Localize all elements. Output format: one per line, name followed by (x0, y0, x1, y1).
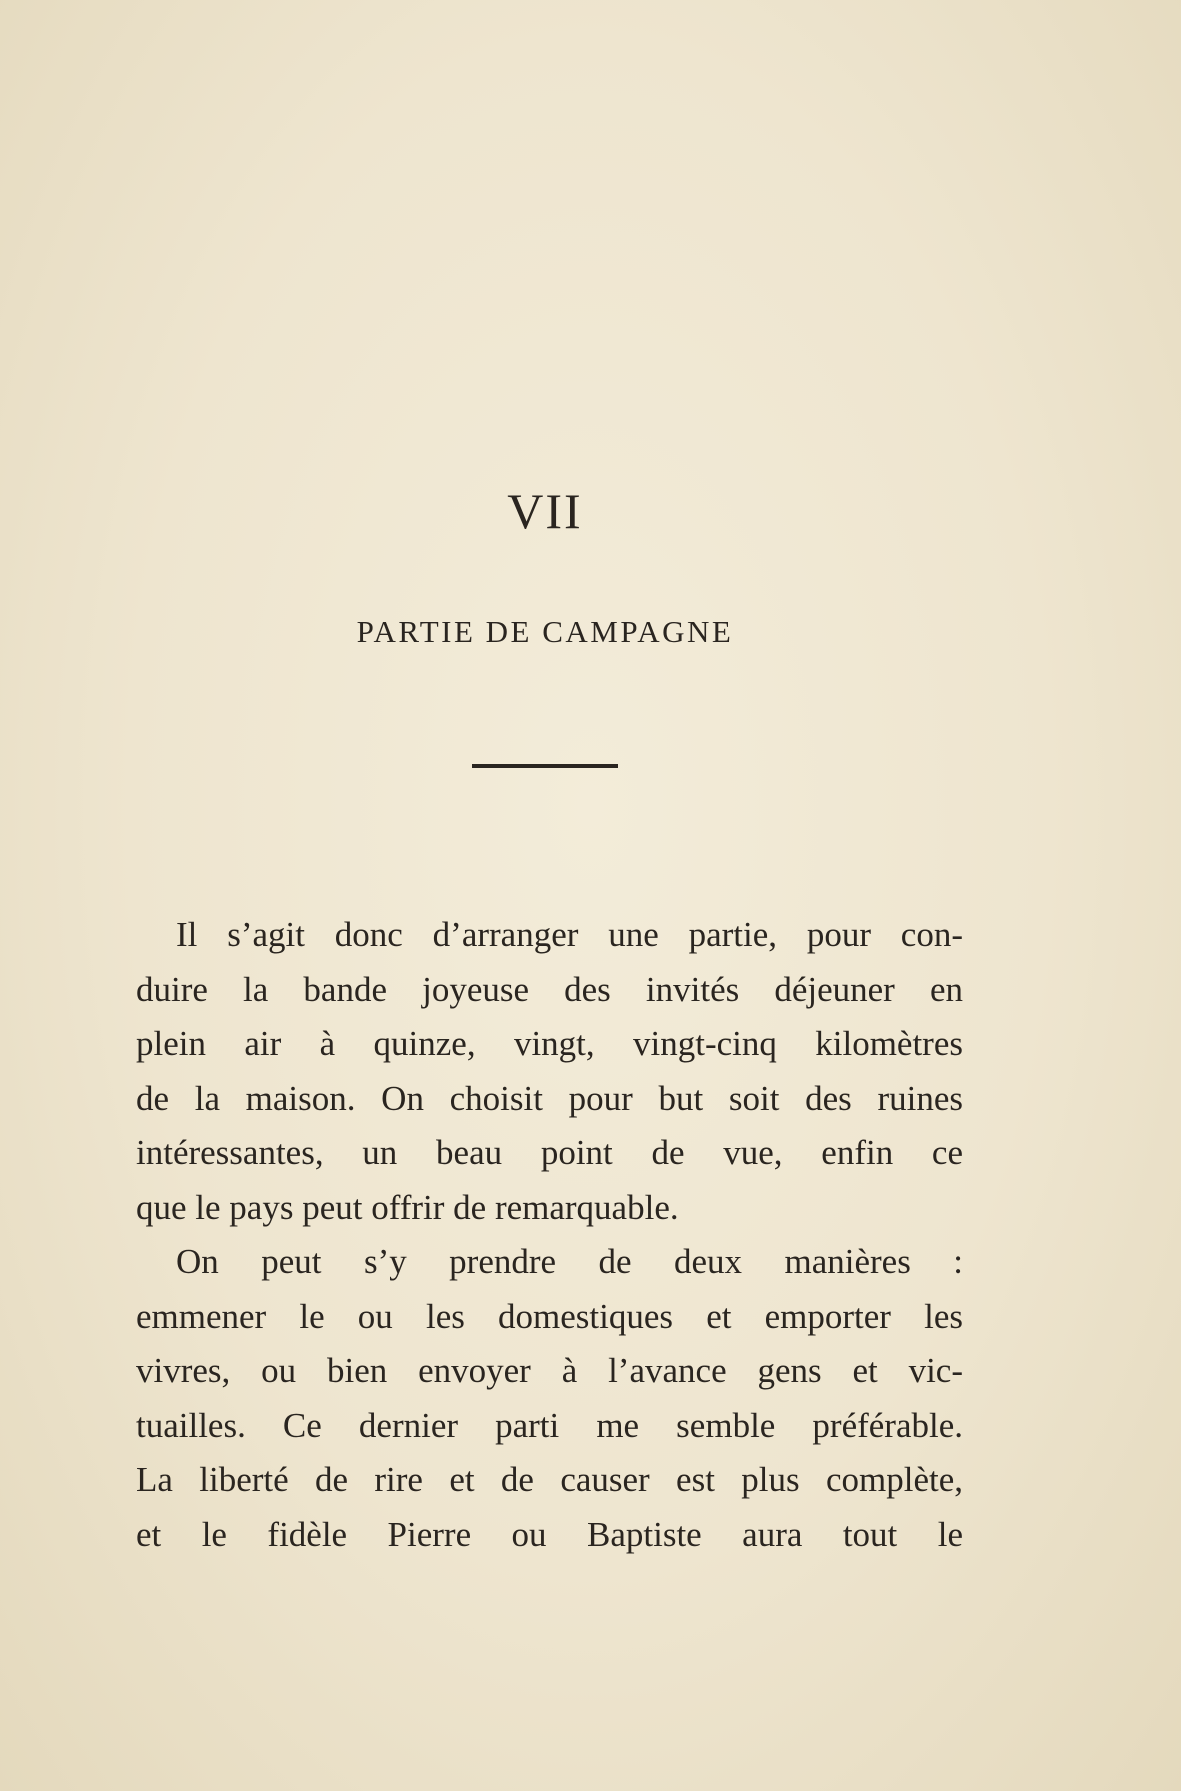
text-line: de la maison. On choisit pour but soit des ruines (136, 1078, 963, 1118)
text-line: tuailles. Ce dernier parti me semble préférable. (136, 1405, 963, 1445)
text-line: On peut s’y prendre de deux manières : (176, 1242, 963, 1281)
text-line: plein air à quinze, vingt, vingt-cinq kilomètres (136, 1024, 963, 1063)
text-line: emmener le ou les domestiques et emporter les (136, 1296, 963, 1336)
text-line: La liberté de rire et de causer est plus complète, (136, 1460, 963, 1499)
text-line: duire la bande joyeuse des invités déjeuner en (136, 969, 963, 1009)
chapter-body-text (136, 908, 963, 1562)
text-line: que le pays peut offrir de remarquable. (136, 1187, 679, 1227)
title-separator-rule (472, 764, 618, 768)
text-line: et le fidèle Pierre ou Baptiste aura tout le (136, 1514, 963, 1554)
chapter-title: PARTIE DE CAMPAGNE (356, 614, 734, 649)
text-line: Il s’agit donc d’arranger une partie, pour con- (176, 915, 963, 954)
text-line: vivres, ou bien envoyer à l’avance gens et vic- (136, 1351, 963, 1390)
text-line: intéressantes, un beau point de vue, enfin ce (136, 1133, 963, 1172)
chapter-number: VII (507, 483, 583, 539)
